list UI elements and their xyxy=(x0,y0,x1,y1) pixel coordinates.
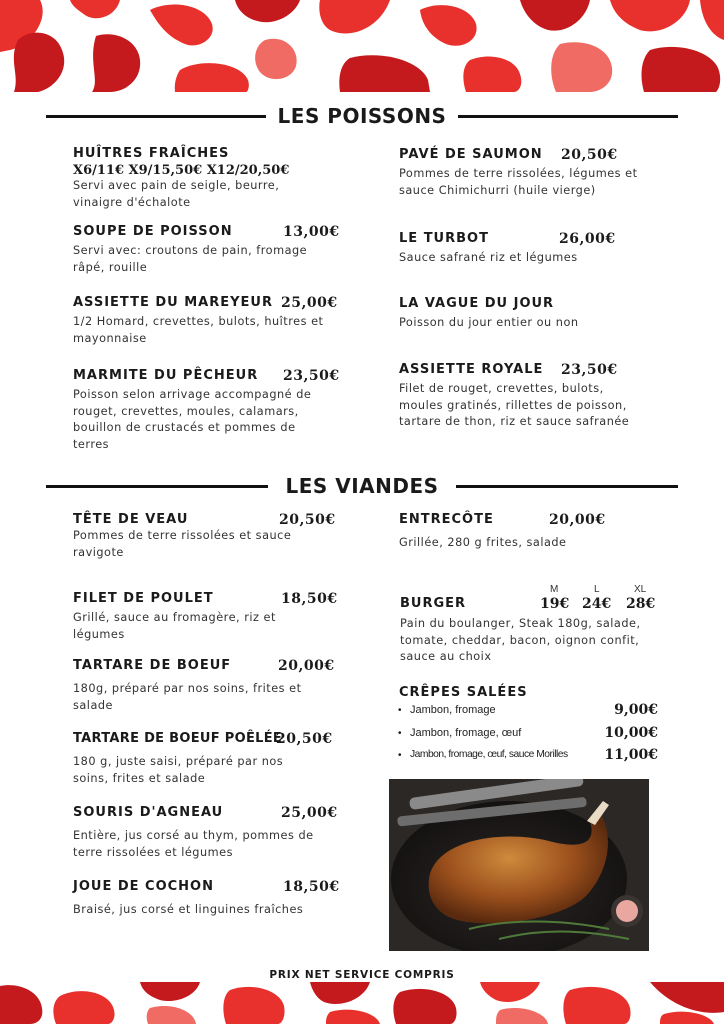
item-description: Poisson du jour entier ou non xyxy=(399,316,579,329)
crepe-price: 11,00€ xyxy=(604,747,658,763)
menu-item-tartare-boeuf-poelee xyxy=(73,731,353,787)
item-price: 18,50€ xyxy=(283,879,340,895)
item-name: PAVÉ DE SAUMON xyxy=(399,147,543,162)
item-price: 20,00€ xyxy=(278,658,335,674)
item-description: Sauce safrané riz et légumes xyxy=(399,251,578,264)
crepe-name: Jambon, fromage, œuf xyxy=(410,726,522,739)
item-name: LA VAGUE DU JOUR xyxy=(399,296,555,311)
item-description: Pommes de terre rissolées et sauce ravigote xyxy=(73,529,292,559)
menu-item-huitres xyxy=(73,146,373,211)
menu-item-turbot xyxy=(399,231,679,267)
item-description: Poisson selon arrivage accompagné de rouget, crevettes, moules, calamars, bouillon de crustacés et pommes de terres xyxy=(73,388,312,451)
lamb-dish-photo xyxy=(389,779,649,951)
menu-item-entrecote xyxy=(399,512,679,552)
item-description: Filet de rouget, crevettes, bulots, moules gratinés, rillettes de poisson, tartare de thon, riz et sauce safranée xyxy=(399,382,630,428)
item-description: Pain du boulanger, Steak 180g, salade, tomate, cheddar, bacon, oignon confit, sauce au choix xyxy=(400,617,641,663)
list-item xyxy=(398,747,660,770)
item-price: 20,50€ xyxy=(276,731,333,747)
item-price: 26,00€ xyxy=(559,231,616,247)
menu-item-burger xyxy=(400,596,662,666)
menu-item-joue-cochon xyxy=(73,879,353,919)
item-name: ASSIETTE DU MAREYEUR xyxy=(73,295,273,310)
section-header-poissons xyxy=(0,101,724,131)
item-description: 180g, préparé par nos soins, frites et salade xyxy=(73,682,302,712)
item-name: TARTARE DE BOEUF xyxy=(73,658,232,673)
item-price: 25,00€ xyxy=(281,805,338,821)
item-price: 28€ xyxy=(626,596,656,612)
section-header-viandes xyxy=(0,471,724,501)
item-description: 1/2 Homard, crevettes, bulots, huîtres et mayonnaise xyxy=(73,315,324,345)
menu-item-assiette-royale xyxy=(399,362,679,431)
item-price: 23,50€ xyxy=(561,362,618,378)
item-description: Servi avec: croutons de pain, fromage râpé, rouille xyxy=(73,244,308,274)
item-price: 19€ xyxy=(540,596,570,612)
size-label: L xyxy=(594,584,600,595)
item-description: Entière, jus corsé au thym, pommes de terre rissolées et légumes xyxy=(73,829,314,859)
item-price: 18,50€ xyxy=(281,591,338,607)
item-name: JOUE DE COCHON xyxy=(73,879,214,894)
item-name: MARMITE DU PÊCHEUR xyxy=(73,368,259,383)
item-description: Grillée, 280 g frites, salade xyxy=(399,536,567,549)
menu-item-filet-poulet xyxy=(73,591,353,643)
item-name: TARTARE DE BOEUF POÊLÉE xyxy=(73,731,283,746)
item-name: BURGER xyxy=(400,596,467,611)
menu-item-vague-du-jour xyxy=(399,296,679,332)
item-name: ENTRECÔTE xyxy=(399,512,494,527)
crepes-list xyxy=(398,702,660,770)
item-description: 180 g, juste saisi, préparé par nos soins, frites et salade xyxy=(73,755,284,785)
menu-item-soupe-poisson xyxy=(73,224,353,276)
price-notice-footer: PRIX NET SERVICE COMPRIS xyxy=(269,969,455,981)
item-price: 20,00€ xyxy=(549,512,606,528)
item-name: ASSIETTE ROYALE xyxy=(399,362,544,377)
section-title: LES VIANDES xyxy=(0,471,724,501)
crepes-salees-title-block xyxy=(399,685,679,702)
crepe-price: 9,00€ xyxy=(614,702,658,718)
item-name: LE TURBOT xyxy=(399,231,489,246)
bullet: • xyxy=(398,750,402,761)
item-name: CRÊPES SALÉES xyxy=(399,685,528,700)
item-price: 23,50€ xyxy=(283,368,340,384)
menu-item-marmite-pecheur xyxy=(73,368,353,453)
item-description: Servi avec pain de seigle, beurre, vinaigre d'échalote xyxy=(73,179,280,209)
menu-item-tartare-boeuf xyxy=(73,658,353,714)
menu-item-assiette-mareyeur xyxy=(73,295,353,347)
item-description: Braisé, jus corsé et linguines fraîches xyxy=(73,903,304,916)
item-name: SOUPE DE POISSON xyxy=(73,224,233,239)
item-price: 25,00€ xyxy=(281,295,338,311)
crepe-name: Jambon, fromage, œuf, sauce Morilles xyxy=(410,749,568,760)
menu-item-souris-agneau xyxy=(73,805,353,861)
section-title: LES POISSONS xyxy=(0,101,724,131)
item-price-sizes: X6/11€ X9/15,50€ X12/20,50€ xyxy=(73,163,290,178)
bullet: • xyxy=(398,727,402,739)
list-item xyxy=(398,702,660,725)
menu-item-tete-de-veau xyxy=(73,512,353,561)
menu-item-pave-saumon xyxy=(399,147,679,199)
size-label: XL xyxy=(634,584,647,595)
list-item xyxy=(398,725,660,748)
crepe-price: 10,00€ xyxy=(604,724,658,741)
decorative-pattern-bottom xyxy=(0,982,724,1024)
item-name: HUÎTRES FRAÎCHES xyxy=(73,146,230,161)
item-name: TÊTE DE VEAU xyxy=(73,512,189,527)
burger-size-labels xyxy=(0,584,724,596)
item-price: 20,50€ xyxy=(279,512,336,528)
size-label: M xyxy=(550,584,559,595)
bullet: • xyxy=(398,705,402,716)
item-price: 24€ xyxy=(582,596,612,612)
decorative-pattern-top xyxy=(0,0,724,92)
item-price: 20,50€ xyxy=(561,147,618,163)
item-name: SOURIS D'AGNEAU xyxy=(73,805,224,820)
item-name: FILET DE POULET xyxy=(73,591,214,606)
item-description: Pommes de terre rissolées, légumes et sauce Chimichurri (huile vierge) xyxy=(399,167,638,197)
item-description: Grillé, sauce au fromagère, riz et légumes xyxy=(73,611,276,641)
item-price: 13,00€ xyxy=(283,224,340,240)
crepe-name: Jambon, fromage xyxy=(410,704,496,716)
